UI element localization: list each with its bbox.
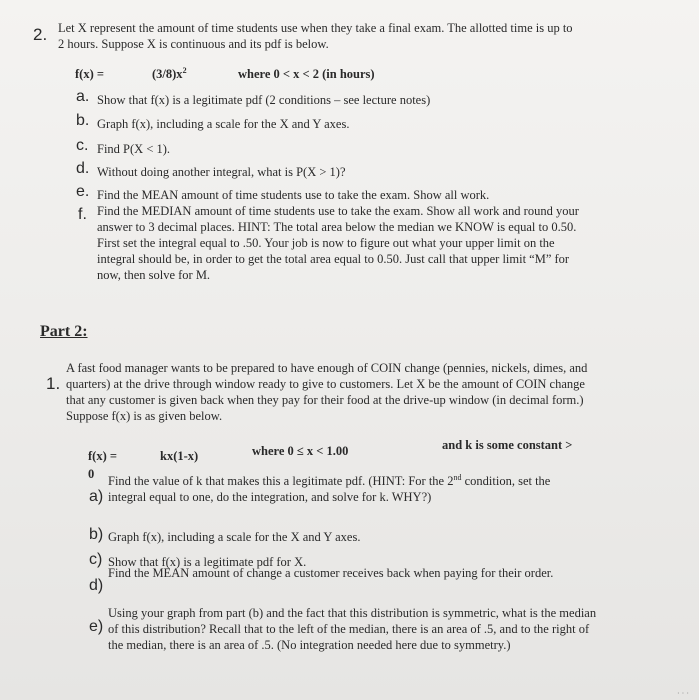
p2-pdf-rhs: kx(1-x) <box>160 449 199 463</box>
p2-item-e-text: Using your graph from part (b) and the fact that this distribution is symmetric, what is the median of this distribution? Recall that to the left of the median, there is an area of .5, and to the right of the median, there is an area of .5. (No integration needed here due to symmetry.) <box>108 606 597 652</box>
q2-item-f-label: f. <box>78 206 87 223</box>
q2-pdf-domain: where 0 < x < 2 (in hours) <box>238 67 375 81</box>
p2-item-a-text: Find the value of k that makes this a legitimate pdf. (HINT: For the 2nd condition, set the integral equal to one, do the integration, and solve for k. WHY?) <box>108 472 551 504</box>
q2-item-b-label: b. <box>76 112 90 129</box>
q2-item-b-text: Graph f(x), including a scale for the X and Y axes. <box>97 117 350 131</box>
q2-item-e-label: e. <box>76 183 90 200</box>
p2-pdf-zero: 0 <box>88 467 95 481</box>
p2-item-b-label: b) <box>89 526 104 543</box>
q2-item-a-text: Show that f(x) is a legitimate pdf (2 conditions – see lecture notes) <box>97 93 431 107</box>
p2-item-d-text: Find the MEAN amount of change a customer receives back when paying for their order. <box>108 566 554 580</box>
q2-item-f-text: Find the MEDIAN amount of time students use to take the exam. Show all work and round your answer to 3 decimal places. HINT: The total area below the median we KNOW is equal to 0.50. First set the integral equal to .50. Your job is now to figure out what your upper limit on the integral should be, in order to get the total area equal to 0.50. Just call that upper limit “M” for now, then solve for M. <box>97 204 579 282</box>
part-2-heading: Part 2: <box>40 323 88 340</box>
p2-item-e-label: e) <box>89 618 104 635</box>
part2-question-1-intro: A fast food manager wants to be prepared to have enough of COIN change (pennies, nickels, dimes, and quarters) at the drive through window ready to give to customers. Let X be the amount of COIN change that any customer is given back when they pay for their food at the drive-up window (in decimal form.) Suppose f(x) is as given below. <box>66 361 588 423</box>
q2-item-a-label: a. <box>76 88 90 105</box>
p2-pdf-domain: where 0 ≤ x < 1.00 <box>252 444 349 458</box>
p2-item-a-label: a) <box>89 488 104 505</box>
p2-item-b-text: Graph f(x), including a scale for the X and Y axes. <box>108 530 361 544</box>
q2-item-d-label: d. <box>76 160 90 177</box>
p2-item-c-text: Show that f(x) is a legitimate pdf for X. <box>108 555 307 569</box>
question-2-intro: Let X represent the amount of time students use when they take a final exam. The allotted time is up to 2 hours. Suppose X is continuous and its pdf is below. <box>58 21 573 51</box>
q2-pdf-lhs: f(x) = <box>75 67 104 81</box>
part2-question-1-number: 1. <box>46 374 61 393</box>
p2-pdf-constant: and k is some constant > <box>442 438 573 452</box>
q2-item-c-label: c. <box>76 137 89 154</box>
q2-item-d-text: Without doing another integral, what is P(X > 1)? <box>97 165 346 179</box>
q2-item-e-text: Find the MEAN amount of time students use to take the exam. Show all work. <box>97 188 490 202</box>
p2-pdf-lhs: f(x) = <box>88 449 117 463</box>
q2-pdf-rhs: $(3/8)x^2$ <box>152 65 187 81</box>
page-edge-mark: ··· <box>677 689 691 698</box>
p2-item-d-label: d) <box>89 577 104 594</box>
p2-item-c-label: c) <box>89 551 103 568</box>
q2-item-c-text: Find P(X < 1). <box>97 142 171 156</box>
question-2-number: 2. <box>33 25 48 44</box>
